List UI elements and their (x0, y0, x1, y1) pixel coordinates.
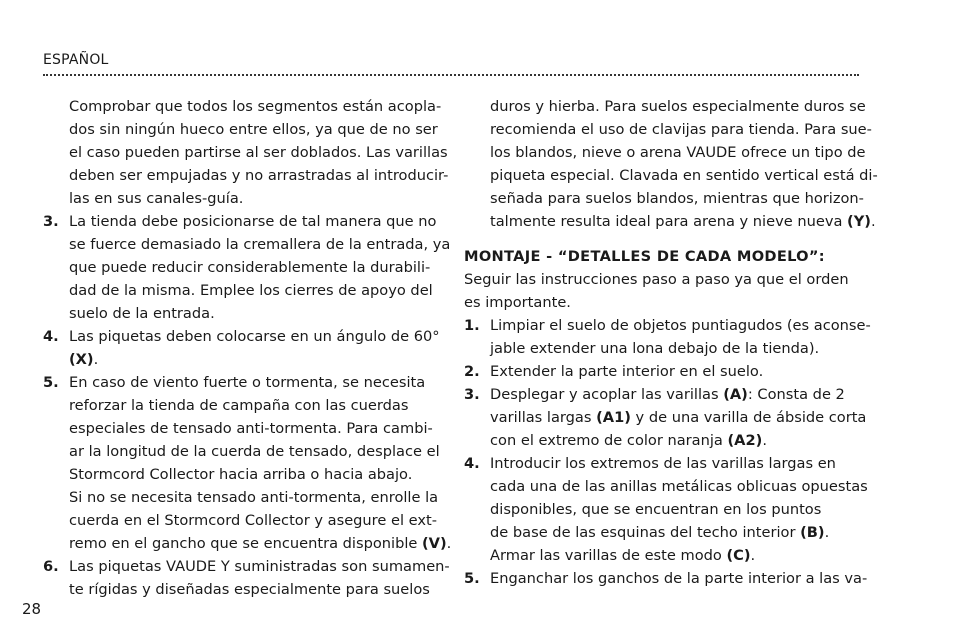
text-line: Introducir los extremos de las varillas largas en (490, 455, 836, 472)
text-line: que puede reducir considerablemente la durabili- (69, 259, 431, 276)
list-number: 4. (464, 455, 480, 472)
figure-reference: (C) (726, 547, 751, 564)
step-3 (464, 383, 864, 406)
text-line: los blandos, nieve o arena VAUDE ofrece un tipo de (490, 144, 866, 161)
step-2 (464, 360, 864, 383)
text-fragment: : Consta de 2 (747, 386, 845, 403)
text-fragment: Armar las varillas de este modo (490, 547, 727, 564)
text-fragment: varillas largas (490, 409, 597, 426)
text-line: Las piquetas VAUDE Y suministradas son sumamen- (69, 558, 450, 575)
text-fragment: y de una varilla de ábside corta (630, 409, 867, 426)
text-line (464, 406, 867, 429)
figure-reference: (A1) (596, 409, 631, 426)
text-line (464, 429, 864, 452)
list-number: 3. (464, 386, 480, 403)
text-line: cada una de las anillas metálicas oblicuas opuestas (490, 478, 868, 495)
punctuation: . (750, 547, 756, 564)
text-line: Seguir las instrucciones paso a paso ya que el orden (464, 271, 849, 288)
text-line: Limpiar el suelo de objetos puntiagudos (es aconse- (490, 317, 871, 334)
text-line: reforzar la tienda de campaña con las cuerdas (69, 397, 409, 414)
text-line: el caso pueden partirse al ser doblados. Las varillas (69, 144, 448, 161)
list-number: 5. (464, 570, 480, 587)
text-fragment: Desplegar y acoplar las varillas (490, 386, 724, 403)
list-number: 3. (43, 213, 59, 230)
text-line: ar la longitud de la cuerda de tensado, desplace el (69, 443, 440, 460)
spacer (464, 233, 864, 245)
text-line: las en sus canales-guía. (69, 190, 244, 207)
text-fragment: con el extremo de color naranja (490, 432, 728, 449)
left-column (43, 95, 452, 601)
list-item-4 (43, 325, 443, 348)
text-line: disponibles, que se encuentran en los puntos (490, 501, 822, 518)
step-4 (464, 452, 864, 475)
list-number: 1. (464, 317, 480, 334)
step-1 (464, 314, 871, 337)
list-number: 5. (43, 374, 59, 391)
dotted-divider (43, 74, 859, 76)
text-line: recomienda el uso de clavijas para tienda. Para sue- (490, 121, 872, 138)
text-line: señada para suelos blandos, mientras que horizon- (490, 190, 864, 207)
figure-reference: (A2) (727, 432, 763, 449)
figure-reference: (B) (800, 524, 825, 541)
punctuation: . (762, 432, 767, 449)
punctuation: . (824, 524, 830, 541)
text-line: Comprobar que todos los segmentos están acopla- (69, 98, 442, 115)
text-line: dos sin ningún hueco entre ellos, ya que de no ser (69, 121, 438, 138)
step-5 (464, 567, 868, 590)
punctuation: . (93, 351, 99, 368)
figure-reference: (V) (422, 535, 447, 552)
text-line: te rígidas y diseñadas especialmente para suelos (69, 581, 430, 598)
list-number: 4. (43, 328, 59, 345)
text-line (43, 348, 443, 371)
text-line (464, 544, 864, 567)
text-line (464, 210, 876, 233)
text-line: Extender la parte interior en el suelo. (490, 363, 764, 380)
figure-reference: (A) (723, 386, 748, 403)
text-line: duros y hierba. Para suelos especialmente duros se (490, 98, 866, 115)
page-number: 28 (22, 600, 42, 618)
section-heading: MONTAJE - “DETALLES DE CADA MODELO”: (464, 248, 825, 265)
text-line: En caso de viento fuerte o tormenta, se necesita (69, 374, 426, 391)
figure-reference: (X) (69, 351, 94, 368)
text-line (464, 521, 864, 544)
list-item-3 (43, 210, 443, 233)
text-line: Si no se necesita tensado anti-tormenta, enrolle la (69, 489, 439, 506)
figure-reference: (Y) (847, 213, 871, 230)
text-line: La tienda debe posicionarse de tal manera que no (69, 213, 437, 230)
punctuation: . (870, 213, 876, 230)
text-line: suelo de la entrada. (69, 305, 215, 322)
list-number: 6. (43, 558, 59, 575)
text-fragment: de base de las esquinas del techo interior (490, 524, 801, 541)
text-line: cuerda en el Stormcord Collector y asegure el ext- (69, 512, 437, 529)
text-line: jable extender una lona debajo de la tienda). (490, 340, 820, 357)
text-line: Las piquetas deben colocarse en un ángulo de 60° (69, 328, 440, 345)
list-number: 2. (464, 363, 480, 380)
text-line: piqueta especial. Clavada en sentido vertical está di- (490, 167, 878, 184)
text-line: dad de la misma. Emplee los cierres de apoyo del (69, 282, 433, 299)
list-item-5 (43, 371, 443, 394)
list-item-6 (43, 555, 450, 578)
text-line: es importante. (464, 294, 571, 311)
right-column (464, 95, 878, 590)
text-line: deben ser empujadas y no arrastradas al introducir- (69, 167, 449, 184)
text-line: se fuerce demasiado la cremallera de la entrada, ya (69, 236, 451, 253)
text-line: Stormcord Collector hacia arriba o hacia abajo. (69, 466, 413, 483)
text-fragment: remo en el gancho que se encuentra disponible (69, 535, 423, 552)
text-fragment: talmente resulta ideal para arena y nieve nueva (490, 213, 848, 230)
section-language-label: ESPAÑOL (43, 52, 109, 68)
text-line: Enganchar los ganchos de la parte interior a las va- (490, 570, 868, 587)
text-line (43, 532, 452, 555)
punctuation: . (446, 535, 452, 552)
text-line: especiales de tensado anti-tormenta. Para cambi- (69, 420, 433, 437)
